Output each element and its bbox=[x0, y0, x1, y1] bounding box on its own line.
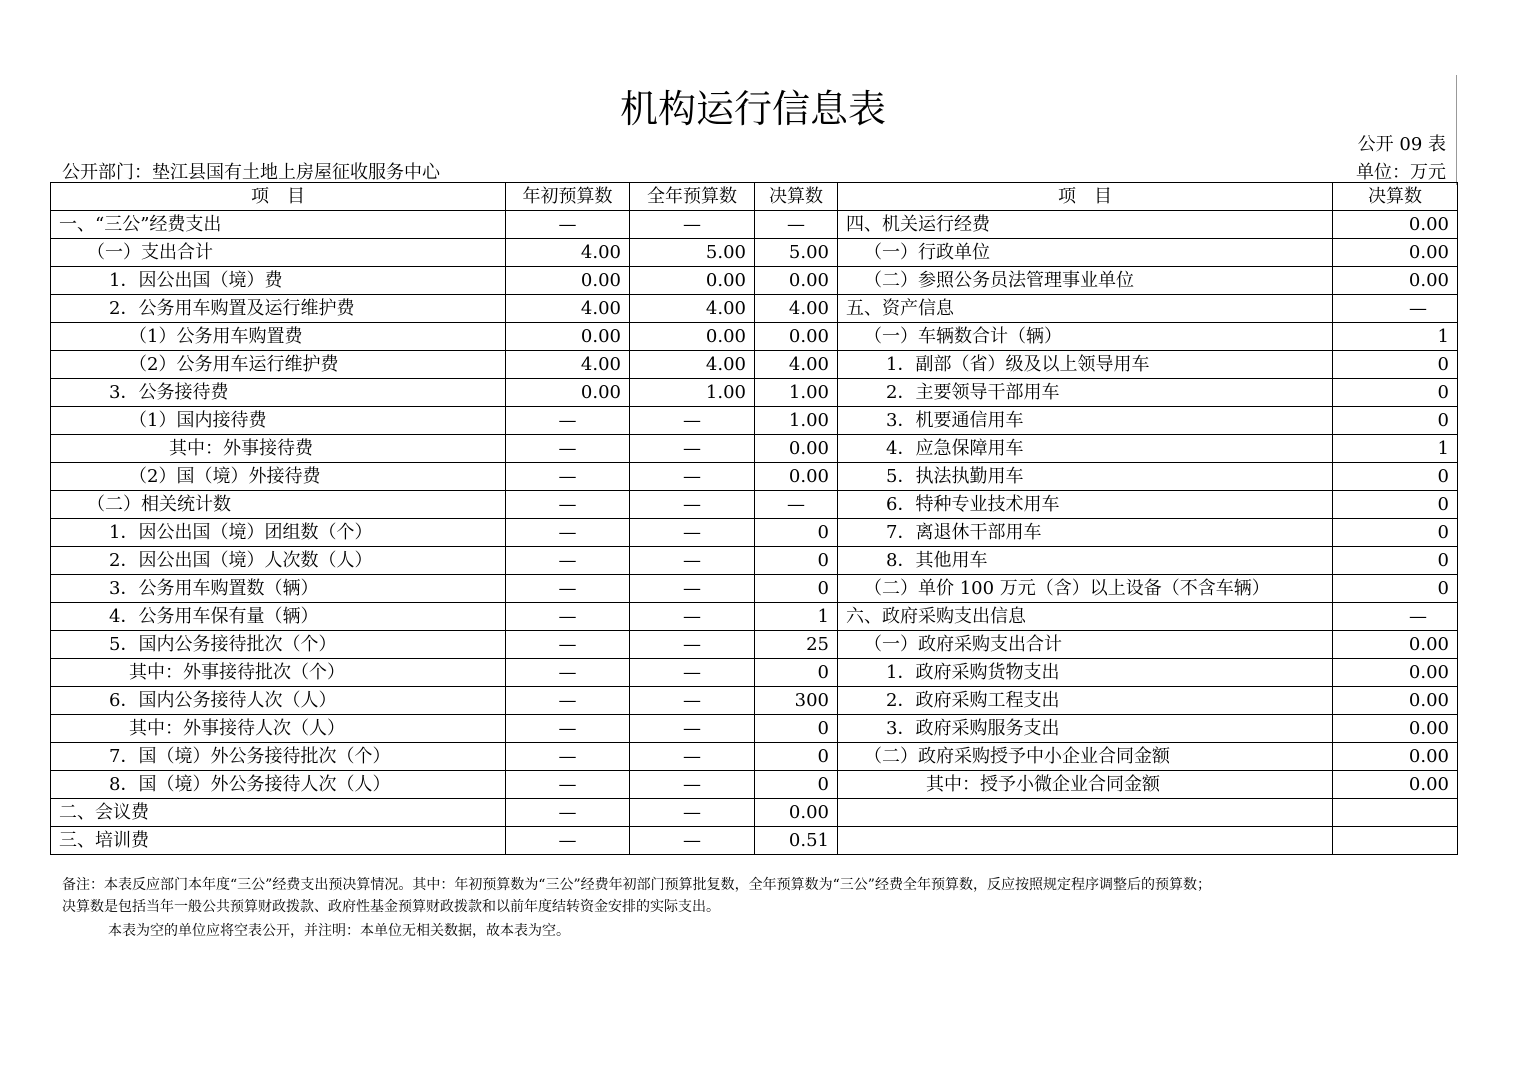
right-final-cell: 0 bbox=[1333, 407, 1458, 435]
table-header-row bbox=[51, 183, 1458, 211]
table-row bbox=[51, 659, 1458, 687]
right-final-cell: 0.00 bbox=[1333, 771, 1458, 799]
table-row bbox=[51, 799, 1458, 827]
final-cell: 0.00 bbox=[755, 799, 838, 827]
table-number: 公开 09 表 bbox=[1357, 134, 1446, 155]
left-item-label: （1）国内接待费 bbox=[51, 407, 506, 435]
annual-budget-cell: 4.00 bbox=[630, 295, 755, 323]
left-item-label: 7．国（境）外公务接待批次（个） bbox=[51, 743, 506, 771]
unit-label: 单位：万元 bbox=[1356, 162, 1446, 183]
right-final-cell: 0.00 bbox=[1333, 211, 1458, 239]
left-item-label: （二）相关统计数 bbox=[51, 491, 506, 519]
table-row bbox=[51, 827, 1458, 855]
right-final-cell: 1 bbox=[1333, 323, 1458, 351]
final-cell: 1.00 bbox=[755, 407, 838, 435]
final-cell: 1 bbox=[755, 603, 838, 631]
initial-budget-cell: — bbox=[506, 827, 630, 855]
annual-budget-cell: — bbox=[630, 687, 755, 715]
final-cell: 0 bbox=[755, 659, 838, 687]
table-row bbox=[51, 687, 1458, 715]
right-item-label: 1．政府采购货物支出 bbox=[838, 659, 1333, 687]
annual-budget-cell: — bbox=[630, 435, 755, 463]
right-final-cell: 0.00 bbox=[1333, 239, 1458, 267]
header-item: 项 目 bbox=[51, 183, 506, 211]
left-item-label: 其中：外事接待费 bbox=[51, 435, 506, 463]
info-table bbox=[50, 182, 1458, 855]
left-item-label: （1）公务用车购置费 bbox=[51, 323, 506, 351]
left-item-label: （2）国（境）外接待费 bbox=[51, 463, 506, 491]
note-line-1: 备注：本表反应部门本年度“三公”经费支出预决算情况。其中：年初预算数为“三公”经费年初部门预算批复数，全年预算数为“三公”经费全年预算数，反应按照规定程序调整后的预算数； bbox=[62, 877, 1211, 893]
table-row bbox=[51, 631, 1458, 659]
initial-budget-cell: — bbox=[506, 435, 630, 463]
page-title: 机构运行信息表 bbox=[619, 87, 886, 131]
annual-budget-cell: — bbox=[630, 743, 755, 771]
annual-budget-cell: — bbox=[630, 519, 755, 547]
left-item-label: （一）支出合计 bbox=[51, 239, 506, 267]
annual-budget-cell: — bbox=[630, 659, 755, 687]
final-cell: 0 bbox=[755, 743, 838, 771]
right-final-cell: 0 bbox=[1333, 379, 1458, 407]
initial-budget-cell: — bbox=[506, 603, 630, 631]
table-row bbox=[51, 771, 1458, 799]
right-final-cell: 0 bbox=[1333, 463, 1458, 491]
table-row bbox=[51, 295, 1458, 323]
header-initial-budget: 年初预算数 bbox=[506, 183, 630, 211]
final-cell: — bbox=[755, 491, 838, 519]
right-final-cell: 0 bbox=[1333, 351, 1458, 379]
annual-budget-cell: — bbox=[630, 491, 755, 519]
initial-budget-cell: — bbox=[506, 463, 630, 491]
right-final-cell: 0 bbox=[1333, 491, 1458, 519]
left-item-label: 2．公务用车购置及运行维护费 bbox=[51, 295, 506, 323]
final-cell: 0 bbox=[755, 715, 838, 743]
table-row bbox=[51, 379, 1458, 407]
right-item-label: （二）参照公务员法管理事业单位 bbox=[838, 267, 1333, 295]
annual-budget-cell: — bbox=[630, 827, 755, 855]
right-item-label: （一）车辆数合计（辆） bbox=[838, 323, 1333, 351]
annual-budget-cell: 4.00 bbox=[630, 351, 755, 379]
left-item-label: 三、培训费 bbox=[51, 827, 506, 855]
final-cell: 0 bbox=[755, 771, 838, 799]
annual-budget-cell: — bbox=[630, 715, 755, 743]
department-label: 公开部门：垫江县国有土地上房屋征收服务中心 bbox=[62, 162, 440, 183]
table-row bbox=[51, 575, 1458, 603]
initial-budget-cell: — bbox=[506, 575, 630, 603]
left-item-label: 其中：外事接待人次（人） bbox=[51, 715, 506, 743]
right-item-label: （二）单价 100 万元（含）以上设备（不含车辆） bbox=[838, 575, 1333, 603]
right-final-cell: — bbox=[1333, 603, 1458, 631]
right-final-cell: 0 bbox=[1333, 575, 1458, 603]
right-final-cell: — bbox=[1333, 295, 1458, 323]
right-item-label: 7．离退休干部用车 bbox=[838, 519, 1333, 547]
left-item-label: 5．国内公务接待批次（个） bbox=[51, 631, 506, 659]
table-row bbox=[51, 491, 1458, 519]
initial-budget-cell: 4.00 bbox=[506, 295, 630, 323]
annual-budget-cell: 0.00 bbox=[630, 323, 755, 351]
final-cell: 0.00 bbox=[755, 323, 838, 351]
right-item-label: 2．政府采购工程支出 bbox=[838, 687, 1333, 715]
left-item-label: 6．国内公务接待人次（人） bbox=[51, 687, 506, 715]
annual-budget-cell: — bbox=[630, 603, 755, 631]
right-item-label bbox=[838, 827, 1333, 855]
final-cell: 4.00 bbox=[755, 295, 838, 323]
header-item-right: 项 目 bbox=[838, 183, 1333, 211]
table-row bbox=[51, 603, 1458, 631]
annual-budget-cell: 1.00 bbox=[630, 379, 755, 407]
left-item-label: 其中：外事接待批次（个） bbox=[51, 659, 506, 687]
left-item-label: 2．因公出国（境）人次数（人） bbox=[51, 547, 506, 575]
right-item-label: 六、政府采购支出信息 bbox=[838, 603, 1333, 631]
initial-budget-cell: — bbox=[506, 407, 630, 435]
final-cell: 0 bbox=[755, 547, 838, 575]
note-line-3: 本表为空的单位应将空表公开，并注明：本单位无相关数据，故本表为空。 bbox=[108, 923, 570, 939]
right-item-label: 3．机要通信用车 bbox=[838, 407, 1333, 435]
table-row bbox=[51, 267, 1458, 295]
right-final-cell: 0.00 bbox=[1333, 743, 1458, 771]
final-cell: 0 bbox=[755, 519, 838, 547]
initial-budget-cell: — bbox=[506, 547, 630, 575]
annual-budget-cell: 0.00 bbox=[630, 267, 755, 295]
left-item-label: 8．国（境）外公务接待人次（人） bbox=[51, 771, 506, 799]
initial-budget-cell: 0.00 bbox=[506, 323, 630, 351]
initial-budget-cell: — bbox=[506, 211, 630, 239]
right-item-label: （二）政府采购授予中小企业合同金额 bbox=[838, 743, 1333, 771]
left-item-label: 1．因公出国（境）费 bbox=[51, 267, 506, 295]
initial-budget-cell: — bbox=[506, 491, 630, 519]
right-item-label: 五、资产信息 bbox=[838, 295, 1333, 323]
right-final-cell: 0.00 bbox=[1333, 687, 1458, 715]
right-item-label: （一）政府采购支出合计 bbox=[838, 631, 1333, 659]
left-item-label: （2）公务用车运行维护费 bbox=[51, 351, 506, 379]
initial-budget-cell: — bbox=[506, 799, 630, 827]
final-cell: 0.51 bbox=[755, 827, 838, 855]
right-final-cell: 0.00 bbox=[1333, 631, 1458, 659]
annual-budget-cell: — bbox=[630, 547, 755, 575]
final-cell: — bbox=[755, 211, 838, 239]
note-line-2: 决算数是包括当年一般公共预算财政拨款、政府性基金预算财政拨款和以前年度结转资金安排的实际支出。 bbox=[62, 899, 720, 915]
table-row bbox=[51, 323, 1458, 351]
annual-budget-cell: — bbox=[630, 211, 755, 239]
annual-budget-cell: 5.00 bbox=[630, 239, 755, 267]
left-item-label: 3．公务接待费 bbox=[51, 379, 506, 407]
table-row bbox=[51, 239, 1458, 267]
final-cell: 5.00 bbox=[755, 239, 838, 267]
initial-budget-cell: 0.00 bbox=[506, 267, 630, 295]
initial-budget-cell: — bbox=[506, 715, 630, 743]
right-item-label: 6．特种专业技术用车 bbox=[838, 491, 1333, 519]
left-item-label: 3．公务用车购置数（辆） bbox=[51, 575, 506, 603]
initial-budget-cell: 4.00 bbox=[506, 351, 630, 379]
right-item-label: 1．副部（省）级及以上领导用车 bbox=[838, 351, 1333, 379]
right-final-cell bbox=[1333, 799, 1458, 827]
table-row bbox=[51, 407, 1458, 435]
annual-budget-cell: — bbox=[630, 631, 755, 659]
annual-budget-cell: — bbox=[630, 463, 755, 491]
right-item-label: 其中：授予小微企业合同金额 bbox=[838, 771, 1333, 799]
right-final-cell: 0.00 bbox=[1333, 659, 1458, 687]
final-cell: 1.00 bbox=[755, 379, 838, 407]
right-item-label bbox=[838, 799, 1333, 827]
initial-budget-cell: — bbox=[506, 743, 630, 771]
annual-budget-cell: — bbox=[630, 771, 755, 799]
right-final-cell: 0.00 bbox=[1333, 267, 1458, 295]
table-row bbox=[51, 547, 1458, 575]
right-final-cell bbox=[1333, 827, 1458, 855]
initial-budget-cell: — bbox=[506, 519, 630, 547]
header-final-right: 决算数 bbox=[1333, 183, 1458, 211]
final-cell: 0.00 bbox=[755, 267, 838, 295]
left-item-label: 1．因公出国（境）团组数（个） bbox=[51, 519, 506, 547]
initial-budget-cell: 0.00 bbox=[506, 379, 630, 407]
right-final-cell: 0 bbox=[1333, 519, 1458, 547]
table-row bbox=[51, 435, 1458, 463]
header-annual-budget: 全年预算数 bbox=[630, 183, 755, 211]
right-item-label: 四、机关运行经费 bbox=[838, 211, 1333, 239]
left-item-label: 4．公务用车保有量（辆） bbox=[51, 603, 506, 631]
table-row bbox=[51, 463, 1458, 491]
left-item-label: 一、“三公”经费支出 bbox=[51, 211, 506, 239]
annual-budget-cell: — bbox=[630, 799, 755, 827]
initial-budget-cell: — bbox=[506, 771, 630, 799]
annual-budget-cell: — bbox=[630, 407, 755, 435]
final-cell: 0 bbox=[755, 575, 838, 603]
table-row bbox=[51, 519, 1458, 547]
header-final: 决算数 bbox=[755, 183, 838, 211]
right-item-label: 4．应急保障用车 bbox=[838, 435, 1333, 463]
initial-budget-cell: — bbox=[506, 631, 630, 659]
right-item-label: 3．政府采购服务支出 bbox=[838, 715, 1333, 743]
annual-budget-cell: — bbox=[630, 575, 755, 603]
left-item-label: 二、会议费 bbox=[51, 799, 506, 827]
initial-budget-cell: 4.00 bbox=[506, 239, 630, 267]
final-cell: 0.00 bbox=[755, 435, 838, 463]
table-row bbox=[51, 743, 1458, 771]
final-cell: 0.00 bbox=[755, 463, 838, 491]
final-cell: 25 bbox=[755, 631, 838, 659]
notes bbox=[62, 874, 1462, 918]
right-item-label: 5．执法执勤用车 bbox=[838, 463, 1333, 491]
right-final-cell: 1 bbox=[1333, 435, 1458, 463]
right-item-label: （一）行政单位 bbox=[838, 239, 1333, 267]
right-final-cell: 0 bbox=[1333, 547, 1458, 575]
initial-budget-cell: — bbox=[506, 659, 630, 687]
right-item-label: 2．主要领导干部用车 bbox=[838, 379, 1333, 407]
final-cell: 4.00 bbox=[755, 351, 838, 379]
table-row bbox=[51, 351, 1458, 379]
right-item-label: 8．其他用车 bbox=[838, 547, 1333, 575]
right-final-cell: 0.00 bbox=[1333, 715, 1458, 743]
table-row bbox=[51, 211, 1458, 239]
table-row bbox=[51, 715, 1458, 743]
final-cell: 300 bbox=[755, 687, 838, 715]
initial-budget-cell: — bbox=[506, 687, 630, 715]
